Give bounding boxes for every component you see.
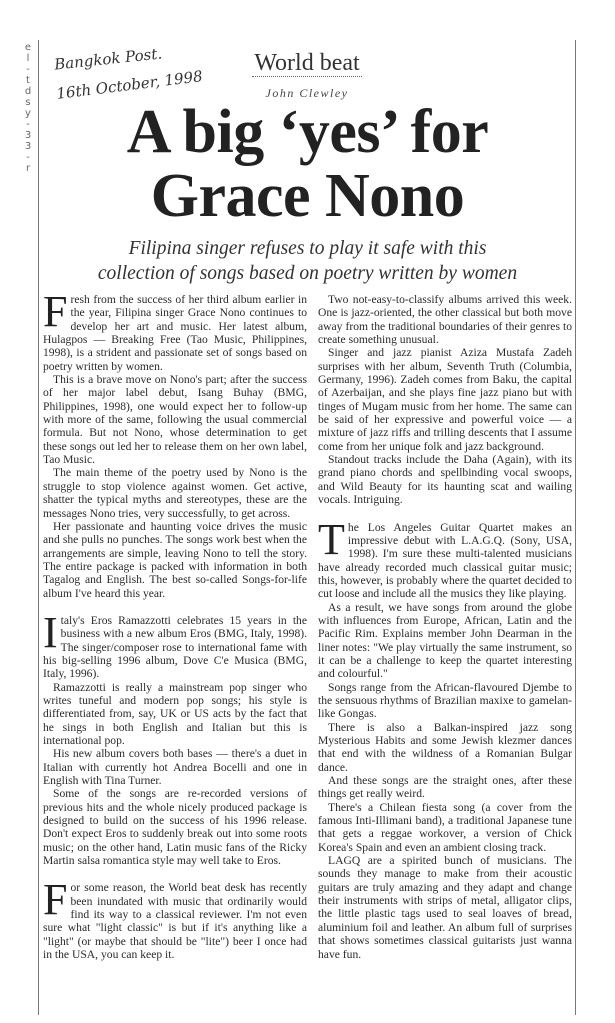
paragraph-text: or some reason, the World beat desk has recently been inundated with music that ordinarily would find its way to a classical reviewer. I'm not even sure what "light classic" is but if it's anything like a "light" (or maybe that should be "lite") beer I once had in the USA, you can keep it. bbox=[43, 881, 307, 962]
margin-letter: l bbox=[26, 53, 30, 64]
paragraph-text: resh from the success of her third album earlier in the year, Filipina singer Grace Nono continues to develop her art and music. Her latest album, Hulagpos — Breaking Free (Tao Music, Philippines, 1998), is a strident and passionate set of songs based on poetry written by women. bbox=[43, 293, 307, 373]
paragraph bbox=[318, 601, 572, 681]
deck-line-2: collection of songs based on poetry written by women bbox=[97, 263, 518, 284]
paragraph-text: And these songs are the straight ones, after these things get really weird. bbox=[318, 774, 572, 801]
margin-letter: e bbox=[24, 42, 32, 53]
paragraph-text: Her passionate and haunting voice drives the music and she pulls no punches. The songs work best when the arrangements are simple, leaving Nono to tell the story. The entire package is packed with information in both Tagalog and English. The best so-called Songs-for-life album I've heard this year. bbox=[43, 519, 307, 600]
margin-letter: - bbox=[26, 119, 30, 130]
article-section bbox=[43, 607, 307, 868]
paragraph bbox=[318, 514, 572, 601]
margin-letter: y bbox=[25, 108, 31, 119]
paragraph-text: Ramazzotti is really a mainstream pop singer who writes tuneful and modern pop songs; his style is differentiated from, say, UK or US acts by the fact that he sings in both English and Italian but this is international pop. bbox=[43, 680, 307, 747]
paragraph-text: Songs range from the African-flavoured Djembe to the sensuous rhythms of Brazilian maxixe to gamelan-like Gongas. bbox=[318, 680, 572, 721]
article-section bbox=[43, 875, 307, 962]
paragraph bbox=[318, 453, 572, 506]
paragraph-text: Some of the songs are re-recorded versions of previous hits and the whole nicely produced package is designed to build on the success of his 1996 release. Don't expect Eros to suddenly break out into some roots music; on the other hand, Latin music fans of the Ricky Martin salsa romantica style may well take to Eros. bbox=[43, 787, 307, 868]
paragraph bbox=[318, 346, 572, 453]
headline-line-2: Grace Nono bbox=[150, 162, 465, 230]
paragraph bbox=[43, 520, 307, 600]
headline-line-1: A big ‘yes’ for bbox=[126, 98, 489, 166]
paragraph-text: he Los Angeles Guitar Quartet makes an impressive debut with L.A.G.Q. (Sony, USA, 1998). I'm sure these multi-talented musicians have already recorded much classical guitar music; this, however, is probably where the quartet decided to cut loose and include all the musics they like playing. bbox=[318, 520, 572, 601]
paragraph-text: As a result, we have songs from around the globe with influences from Europe, African, Latin and the Pacific Rim. Explains member John Dearman in the liner notes: "We play virtually the same instrument, so it can be a challenge to keep the quartet interesting and colourful." bbox=[318, 600, 572, 681]
article-section bbox=[318, 514, 572, 961]
margin-letter: t bbox=[26, 75, 30, 86]
paragraph-text: taly's Eros Ramazzotti celebrates 15 years in the business with a new album Eros (BMG, Italy, 1998). The singer/composer rose to international fame with his big-selling 1996 album, Dove C'e Musica (BMG, Italy, 1996). bbox=[43, 613, 307, 681]
drop-cap: F bbox=[43, 875, 68, 925]
margin-letter: - bbox=[26, 64, 30, 75]
right-column bbox=[318, 293, 572, 961]
paragraph bbox=[318, 801, 572, 854]
paragraph-text: LAGQ are a spirited bunch of musicians. The sounds they manage to make from their acoustic guitars are truly amazing and they adapt and change their instruments with strips of metal, alligator clips, the little plastic tags used to seal loaves of bread, aluminium foil and leather. An album full of surprises that shows sometimes classical guitarists just wanna have fun. bbox=[318, 854, 572, 961]
paragraph-text: Two not-easy-to-classify albums arrived this week. One is jazz-oriented, the other classical but both move away from the traditional boundaries of their genres to create something unusual. bbox=[318, 293, 572, 347]
deck-line-1: Filipina singer refuses to play it safe with this bbox=[128, 238, 487, 259]
paragraph-text: Standout tracks include the Daha (Again), with its grand piano chords and spellbinding vocal swoops, and Wild Beauty for its haunting scat and wailing vocals. Intriguing. bbox=[318, 453, 572, 507]
handwritten-source: Bangkok Post. bbox=[53, 44, 163, 74]
paragraph bbox=[318, 774, 572, 801]
paragraph bbox=[43, 466, 307, 519]
handwritten-date: 16th October, 1998 bbox=[55, 67, 204, 103]
paragraph-text: This is a brave move on Nono's part; after the success of her major label debut, Isang Buhay (BMG, Philippines, 1998), one would expect her to follow-up with more of the same, following the usual commercial formula. But not Nono, whose determination to get these songs out led her to release them on her own label, Tao Music. bbox=[43, 373, 307, 467]
paragraph bbox=[43, 875, 307, 962]
paragraph bbox=[43, 787, 307, 867]
paragraph bbox=[318, 293, 572, 346]
margin-letter: - bbox=[26, 152, 30, 163]
deck bbox=[0, 236, 615, 286]
paragraph bbox=[43, 287, 307, 373]
paragraph-text: There's a Chilean fiesta song (a cover from the famous Inti-Illimani band), a traditional Japanese tune that gets a reggae workover, a version of Chick Korea's Spain and even an ambient closing track. bbox=[318, 800, 572, 854]
paragraph-text: There is also a Balkan-inspired jazz song Mysterious Habits and some Jewish klezmer dances that end with the wildness of a Romanian Bulgar dance. bbox=[318, 720, 572, 774]
headline bbox=[0, 100, 615, 228]
article-section bbox=[318, 293, 572, 507]
paragraph bbox=[43, 747, 307, 787]
column-label bbox=[237, 48, 377, 78]
article-section bbox=[43, 287, 307, 600]
byline: John Clewley bbox=[265, 86, 349, 100]
paragraph-text: Singer and jazz pianist Aziza Mustafa Zadeh surprises with her album, Seventh Truth (Columbia, Germany, 1996). Zadeh comes from Baku, the capital of Azerbaijan, and she plays fine jazz piano but with tinges of Mugam music from her home. The same can be said of her expressive and powerful voice — a mixture of jazz riffs and trilling descents that I assume come from her unique folk and jazz background. bbox=[318, 346, 572, 453]
paragraph bbox=[43, 681, 307, 748]
left-column bbox=[43, 287, 307, 962]
margin-letter: 3 bbox=[24, 141, 32, 152]
paragraph-text: The main theme of the poetry used by Nono is the struggle to stop violence against women. Get active, shatter the typical myths and stereotypes, these are the messages Nono tries, very successfully, to get across. bbox=[43, 466, 307, 520]
paragraph bbox=[318, 854, 572, 961]
paragraph bbox=[318, 681, 572, 721]
paragraph-text: His new album covers both bases — there's a duet in Italian with currently hot Andrea Bocelli and one in English with Tina Turner. bbox=[43, 747, 307, 788]
margin-letter: d bbox=[24, 86, 32, 97]
drop-cap: T bbox=[318, 514, 345, 564]
margin-letter: r bbox=[25, 163, 31, 174]
drop-cap: F bbox=[43, 287, 68, 336]
paragraph bbox=[318, 721, 572, 774]
paragraph bbox=[43, 607, 307, 681]
margin-letter: 3 bbox=[24, 130, 32, 141]
margin-letter: s bbox=[25, 97, 31, 108]
column-label-text: World beat bbox=[254, 50, 360, 76]
paragraph bbox=[43, 373, 307, 466]
drop-cap: I bbox=[43, 607, 58, 657]
